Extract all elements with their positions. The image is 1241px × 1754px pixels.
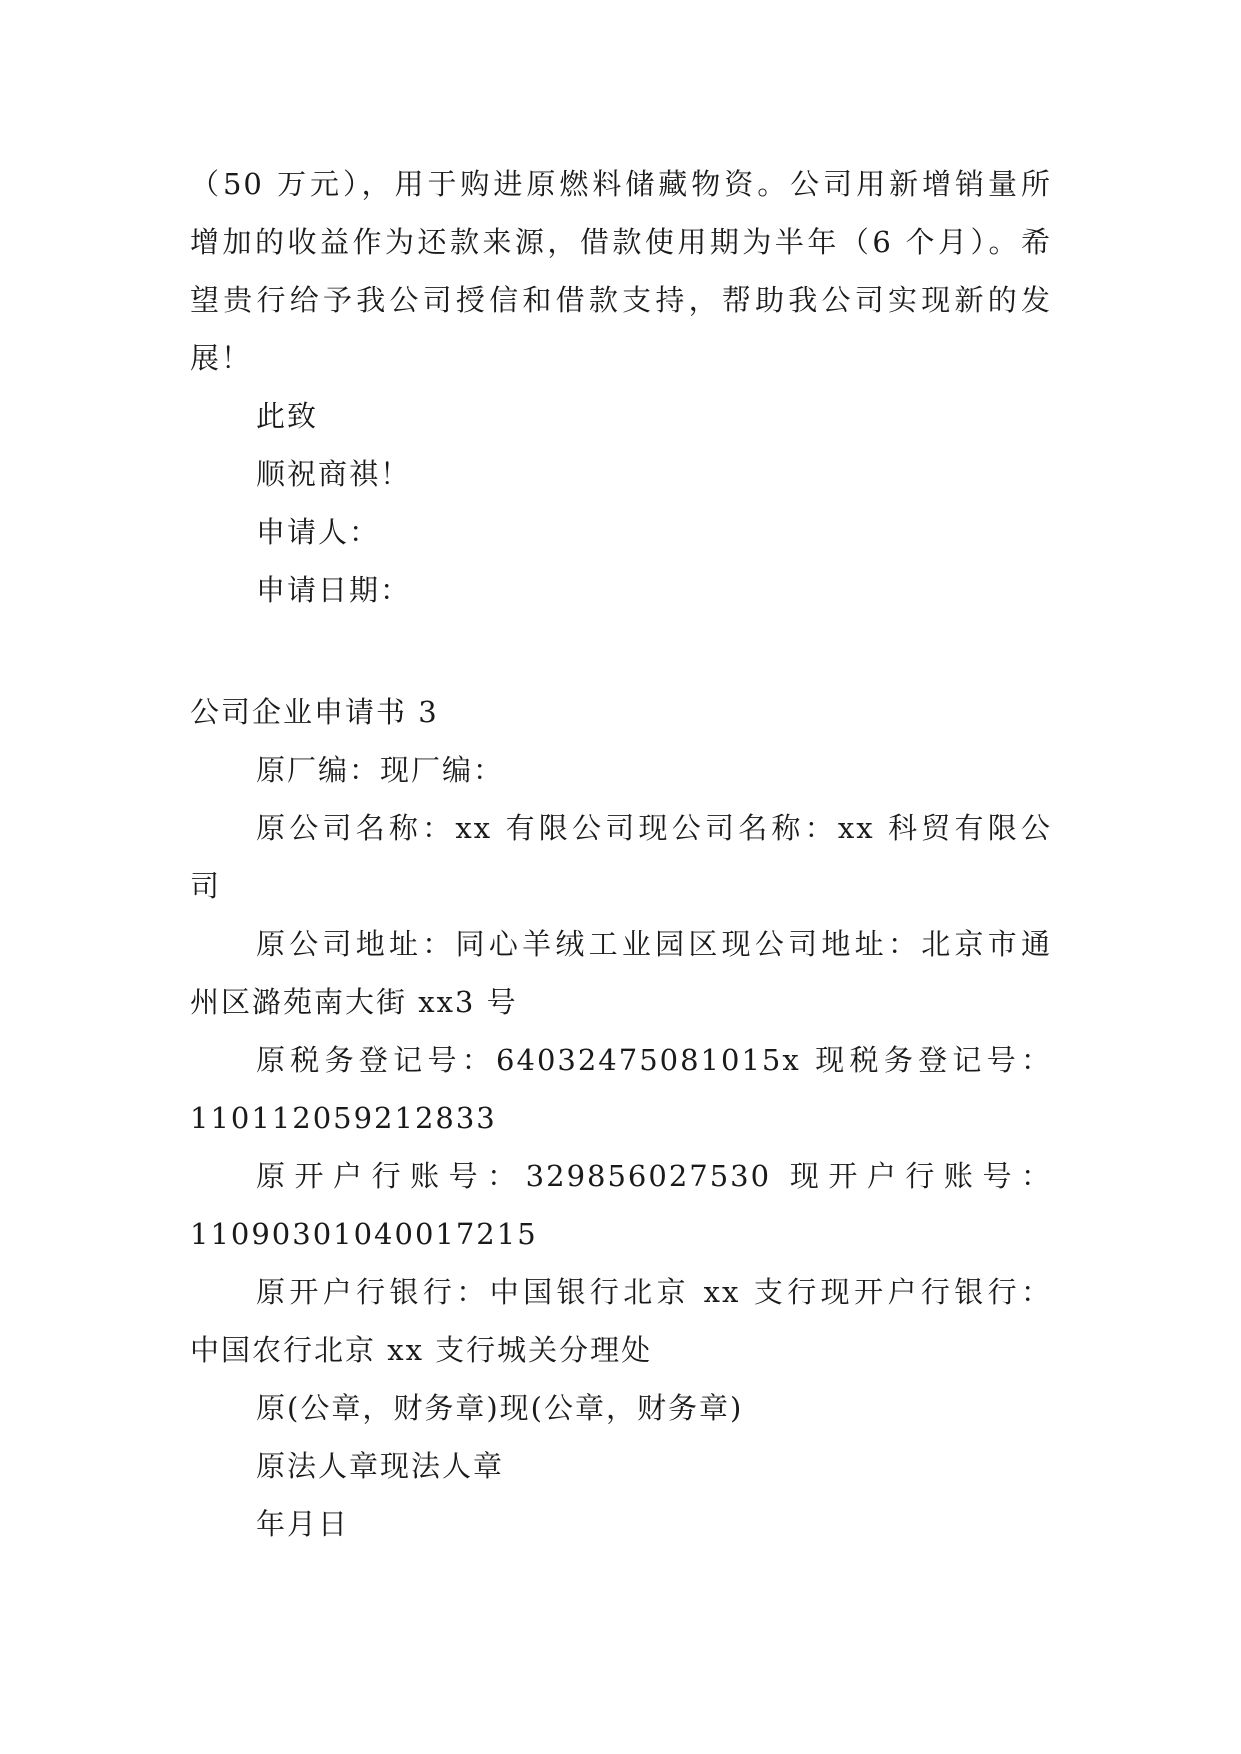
tax-number-line: 原税务登记号：64032475081015x 现税务登记号：	[256, 1043, 1052, 1077]
applicant-label: 申请人：	[256, 515, 381, 549]
paragraph-line: 增加的收益作为还款来源，借款使用期为半年（6 个月）。希	[190, 225, 1052, 259]
legal-seal-line: 原法人章现法人章	[256, 1449, 505, 1483]
company-name-line-cont: 司	[190, 869, 222, 903]
bank-account-line: 原开户行账号：329856027530 现开户行账号：	[256, 1159, 1052, 1193]
bank-name-line-cont: 中国农行北京 xx 支行城关分理处	[190, 1333, 653, 1367]
company-address-line: 原公司地址：同心羊绒工业园区现公司地址：北京市通	[256, 927, 1052, 961]
salutation: 此致	[256, 399, 319, 433]
application-date-label: 申请日期：	[256, 573, 412, 607]
body-paragraph	[190, 155, 1052, 387]
closing-wishes: 顺祝商祺！	[256, 457, 412, 491]
tax-number-line-cont: 110112059212833	[190, 1101, 497, 1135]
date-line: 年月日	[256, 1507, 350, 1541]
paragraph-line: 望贵行给予我公司授信和借款支持，帮助我公司实现新的发	[190, 283, 1052, 317]
closing-block	[190, 387, 1052, 619]
company-address-line-cont: 州区潞苑南大街 xx3 号	[190, 985, 518, 1019]
section-block	[190, 683, 1052, 1553]
bank-account-line-cont: 11090301040017215	[190, 1217, 538, 1251]
paragraph-line: （50 万元），用于购进原燃料储藏物资。公司用新增销量所	[190, 167, 1052, 201]
paragraph-line: 展！	[190, 341, 253, 375]
seals-line: 原(公章，财务章)现(公章，财务章)	[256, 1391, 744, 1425]
bank-name-line: 原开户行银行：中国银行北京 xx 支行现开户行银行：	[256, 1275, 1052, 1309]
section-title: 公司企业申请书 3	[190, 695, 439, 729]
factory-number-line: 原厂编：现厂编：	[256, 753, 505, 787]
company-name-line: 原公司名称：xx 有限公司现公司名称：xx 科贸有限公	[256, 811, 1052, 845]
